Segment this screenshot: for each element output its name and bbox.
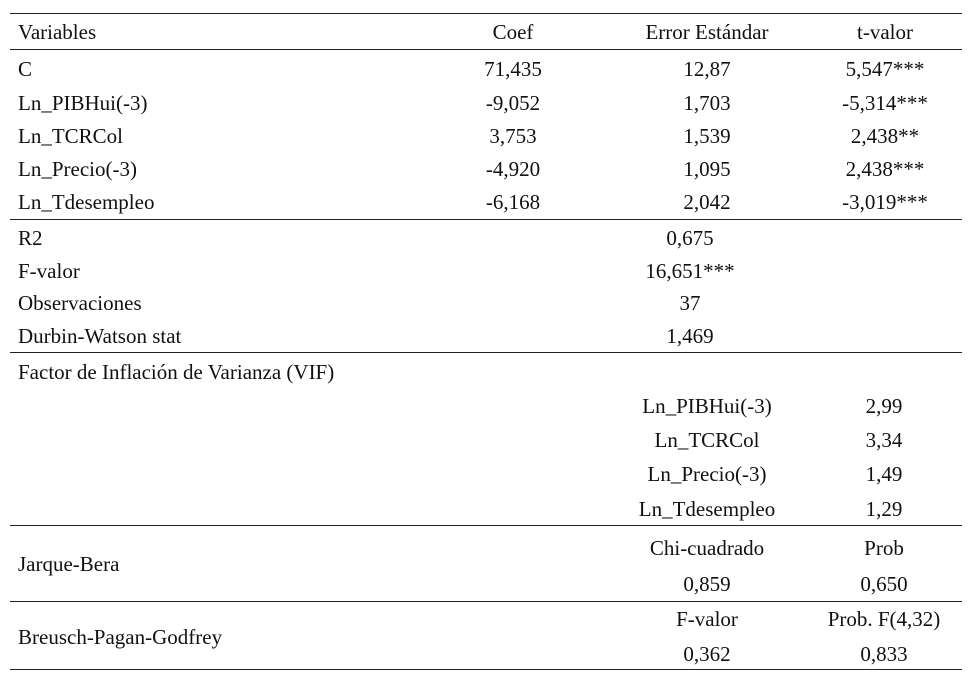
vif-variable: Ln_PIBHui(-3) (642, 394, 772, 418)
coef-row-name: Ln_Precio(-3) (18, 157, 137, 181)
vif-value: 1,49 (865, 462, 903, 486)
bpg-header-prob: Prob. F(4,32) (827, 607, 941, 631)
stat-label: R2 (18, 226, 43, 250)
coef-row-t: -3,019*** (842, 190, 928, 214)
header-tvalor: t-valor (857, 20, 913, 44)
vif-variable: Ln_Tdesempleo (638, 497, 776, 521)
coef-row-error: 1,539 (683, 124, 731, 148)
coef-row-t: 5,547*** (845, 57, 925, 81)
rule-header (10, 49, 962, 50)
jarque-bera-label: Jarque-Bera (18, 552, 120, 576)
stat-value: 16,651*** (645, 259, 735, 283)
rule-after-stats (10, 352, 962, 353)
rule-after-vif (10, 525, 962, 526)
coef-row-coef: 71,435 (484, 57, 542, 81)
jarque-bera-prob-value: 0,650 (860, 572, 908, 596)
rule-after-coefficients (10, 219, 962, 220)
rule-top (10, 13, 962, 14)
coef-row-t: 2,438** (850, 124, 920, 148)
coef-row-name: C (18, 57, 33, 81)
bpg-fvalor-value: 0,362 (683, 642, 731, 666)
coef-row-error: 2,042 (683, 190, 731, 214)
stat-label: F-valor (18, 259, 80, 283)
jarque-bera-chi-value: 0,859 (683, 572, 731, 596)
vif-variable: Ln_TCRCol (654, 428, 760, 452)
coef-row-coef: 3,753 (489, 124, 537, 148)
header-variables: Variables (18, 20, 97, 44)
coef-row-error: 1,095 (683, 157, 731, 181)
stat-value: 1,469 (666, 324, 714, 348)
stat-label: Durbin-Watson stat (18, 324, 182, 348)
coef-row-name: Ln_Tdesempleo (18, 190, 155, 214)
bpg-prob-value: 0,833 (860, 642, 908, 666)
coef-row-coef: -9,052 (485, 91, 541, 115)
vif-value: 1,29 (865, 497, 903, 521)
coef-row-name: Ln_PIBHui(-3) (18, 91, 148, 115)
vif-value: 2,99 (865, 394, 903, 418)
jarque-bera-header-prob: Prob (864, 536, 904, 560)
coef-row-name: Ln_TCRCol (18, 124, 124, 148)
coef-row-coef: -6,168 (485, 190, 541, 214)
vif-value: 3,34 (865, 428, 903, 452)
coef-row-t: -5,314*** (842, 91, 928, 115)
coef-row-coef: -4,920 (485, 157, 541, 181)
rule-bottom (10, 669, 962, 670)
coef-row-error: 12,87 (683, 57, 731, 81)
header-error: Error Estándar (645, 20, 769, 44)
stat-value: 37 (679, 291, 701, 315)
rule-after-jarque-bera (10, 601, 962, 602)
stat-value: 0,675 (666, 226, 714, 250)
bpg-label: Breusch-Pagan-Godfrey (18, 625, 223, 649)
vif-title: Factor de Inflación de Varianza (VIF) (18, 360, 335, 384)
coef-row-error: 1,703 (683, 91, 731, 115)
coef-row-t: 2,438*** (845, 157, 925, 181)
stat-label: Observaciones (18, 291, 142, 315)
header-coef: Coef (492, 20, 534, 44)
bpg-header-fvalor: F-valor (676, 607, 738, 631)
jarque-bera-header-chi: Chi-cuadrado (649, 536, 765, 560)
vif-variable: Ln_Precio(-3) (647, 462, 767, 486)
